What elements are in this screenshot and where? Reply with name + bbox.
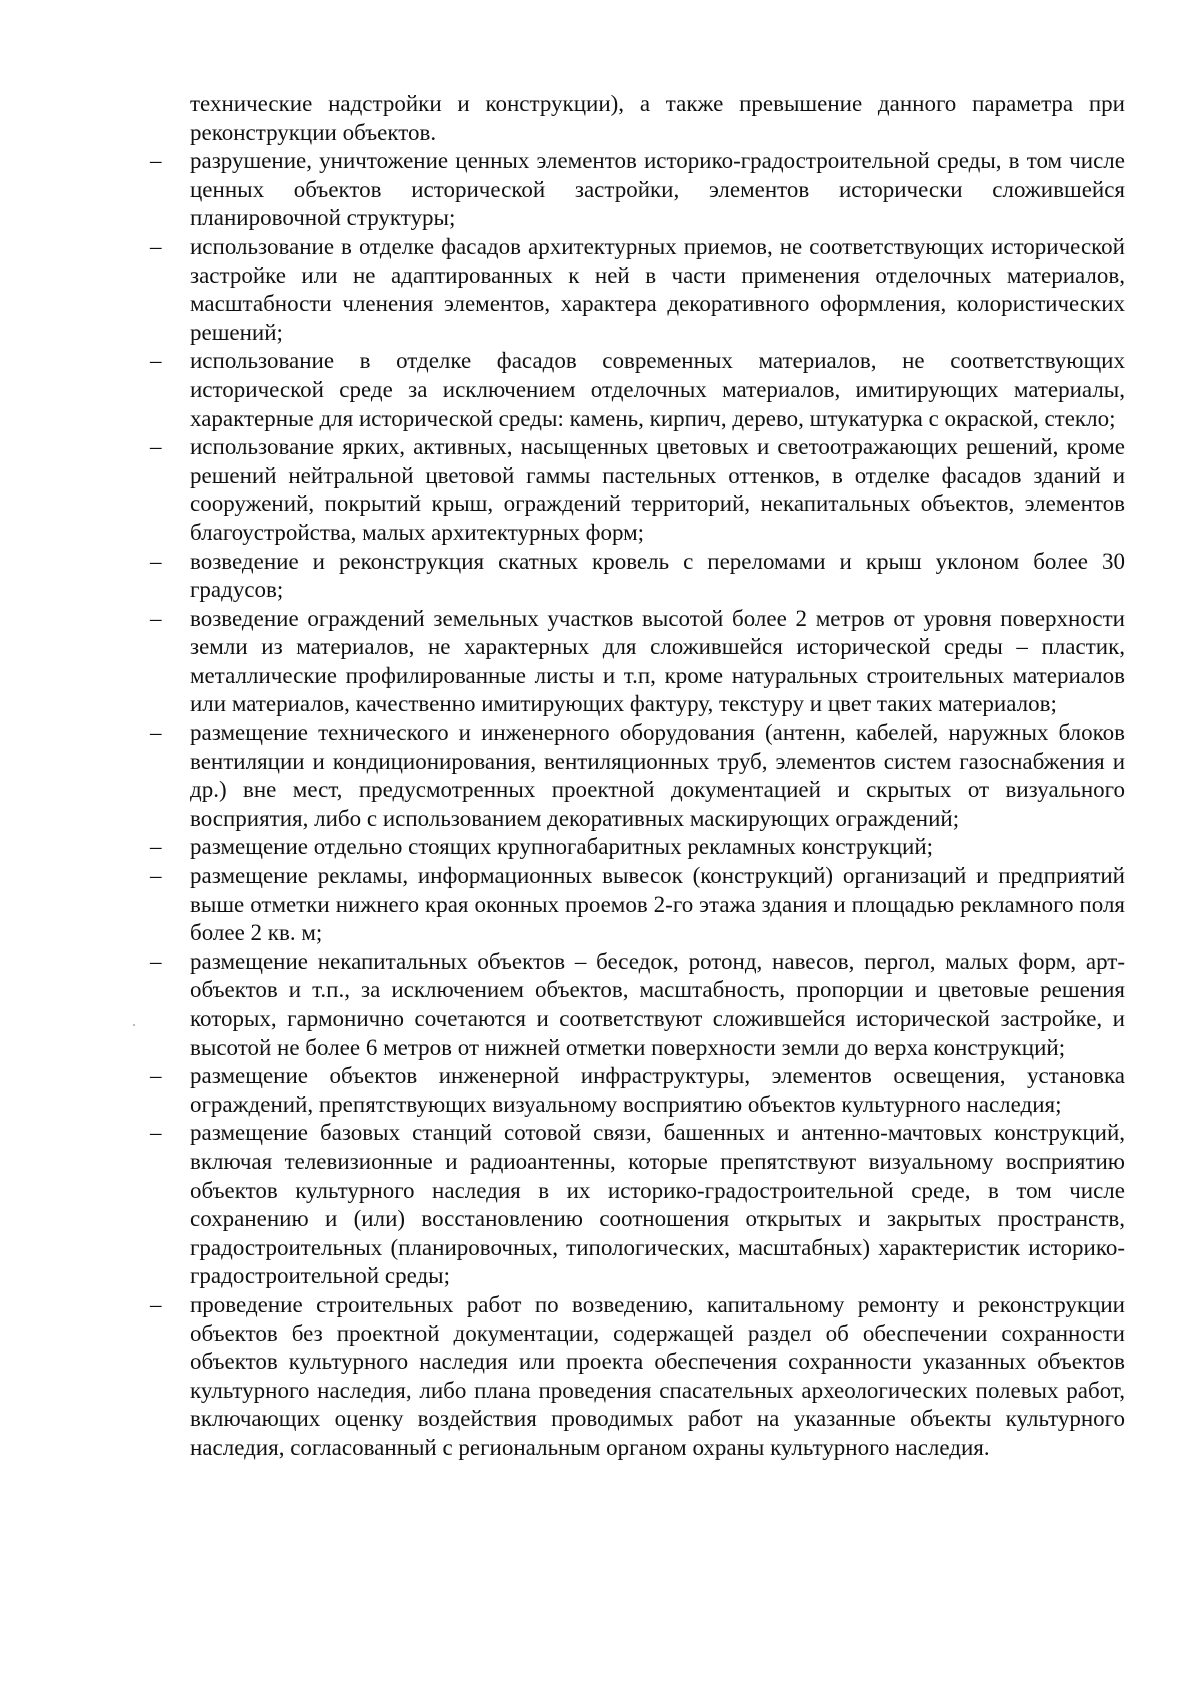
dash-marker: – — [150, 348, 162, 374]
list-item — [150, 233, 1125, 347]
list-item — [150, 1062, 1125, 1119]
list-item-text: возведение и реконструкция скатных кровель с переломами и крыш уклоном более 30 градусов; — [190, 548, 1125, 603]
list-item-text: разрушение, уничтожение ценных элементов историко-градостроительной среды, в том числе ценных объектов исторической застройки, элементов исторически сложившейся планировочной структуры; — [190, 148, 1125, 231]
list-item-text: размещение отдельно стоящих крупногабаритных рекламных конструкций; — [190, 834, 934, 860]
list-item — [150, 833, 1125, 862]
dash-marker: – — [150, 233, 162, 259]
list-item — [150, 1291, 1125, 1463]
dash-marker: – — [150, 948, 162, 974]
list-item-text: размещение объектов инженерной инфраструктуры, элементов освещения, установка ограждений, препятствующих визуальному восприятию объектов культурного наследия; — [190, 1063, 1125, 1117]
list-item — [150, 548, 1125, 605]
list-item-text: размещение технического и инженерного оборудования (антенн, кабелей, наружных блоков вентиляции и кондиционирования, вентиляционных труб, элементов систем газоснабжения и др.) вне мест, предусмотренных проектной документацией и скрытых от визуального восприятия, либо с использованием декоративных маскирующих ограждений; — [190, 720, 1125, 831]
list-item-text: размещение некапитальных объектов – беседок, ротонд, навесов, пергол, малых форм, арт-объектов и т.п., за исключением объектов, масштабность, пропорции и цветовые решения которых, гармонично сочетаются и соответствуют сложившейся исторической застройке, и высотой не более 6 метров от нижней отметки поверхности земли до верха конструкций; — [190, 948, 1125, 1060]
dash-marker: – — [150, 834, 162, 860]
list-item — [150, 719, 1125, 833]
list-item — [150, 433, 1125, 547]
list-item-text: использование в отделке фасадов современных материалов, не соответствующих исторической среде за исключением отделочных материалов, имитирующих материалы, характерные для исторической среды: камень, кирпич, дерево, штукатурка с окраской, стекло; — [190, 348, 1125, 431]
list-item-text: проведение строительных работ по возведению, капитальному ремонту и реконструкции объектов без проектной документации, содержащей раздел об обеспечении сохранности объектов культурного наследия или проекта обеспечения сохранности указанных объектов культурного наследия, либо плана проведения спасательных археологических полевых работ, включающих оценку воздействия проводимых работ на указанные объекты культурного наследия, согласованный с региональным органом охраны культурного наследия. — [190, 1291, 1125, 1460]
list-item-text: размещение рекламы, информационных вывесок (конструкций) организаций и предприятий выше отметки нижнего края оконных проемов 2-го этажа здания и площадью рекламного поля более 2 кв. м; — [190, 863, 1125, 946]
list-item-text: размещение базовых станций сотовой связи, башенных и антенно-мачтовых конструкций, включая телевизионные и радиоантенны, которые препятствуют визуальному восприятию объектов культурного наследия в их историко-градостроительной среде, в том числе сохранению и (или) восстановлению соотношения открытых и закрытых пространств, градостроительных (планировочных, типологических, масштабных) характеристик историко-градостроительной среды; — [190, 1120, 1125, 1289]
document-body — [150, 90, 1125, 1463]
dash-marker: – — [150, 605, 162, 631]
list-item-text: возведение ограждений земельных участков высотой более 2 метров от уровня поверхности земли из материалов, не характерных для сложившейся исторической среды – пластик, металлические профилированные листы и т.п, кроме натуральных строительных материалов или материалов, качественно имитирующих фактуру, текстуру и цвет таких материалов; — [190, 605, 1125, 717]
dash-marker: – — [150, 148, 162, 174]
prohibitions-list — [150, 147, 1125, 1462]
dash-marker: – — [150, 863, 162, 889]
list-item — [150, 147, 1125, 233]
list-item — [150, 347, 1125, 433]
dash-marker: – — [150, 434, 162, 460]
dash-marker: – — [150, 1120, 162, 1146]
list-item-text: использование ярких, активных, насыщенных цветовых и светоотражающих решений, кроме решений нейтральной цветовой гаммы пастельных оттенков, в отделке фасадов зданий и сооружений, покрытий крыш, ограждений территорий, некапитальных объектов, элементов благоустройства, малых архитектурных форм; — [190, 434, 1125, 545]
dash-marker: – — [150, 1063, 162, 1089]
intro-paragraph: технические надстройки и конструкции), а также превышение данного параметра при реконструкции объектов. — [190, 91, 1125, 145]
dash-marker: – — [150, 548, 162, 574]
list-item — [150, 605, 1125, 719]
list-item — [150, 862, 1125, 948]
list-item — [150, 1119, 1125, 1291]
dash-marker: – — [150, 720, 162, 746]
scan-speck — [133, 1024, 135, 1026]
dash-marker: – — [150, 1291, 162, 1317]
list-item-text: использование в отделке фасадов архитектурных приемов, не соответствующих исторической застройке или не адаптированных к ней в части применения отделочных материалов, масштабности членения элементов, характера декоративного оформления, колористических решений; — [190, 233, 1125, 345]
list-item — [150, 948, 1125, 1062]
